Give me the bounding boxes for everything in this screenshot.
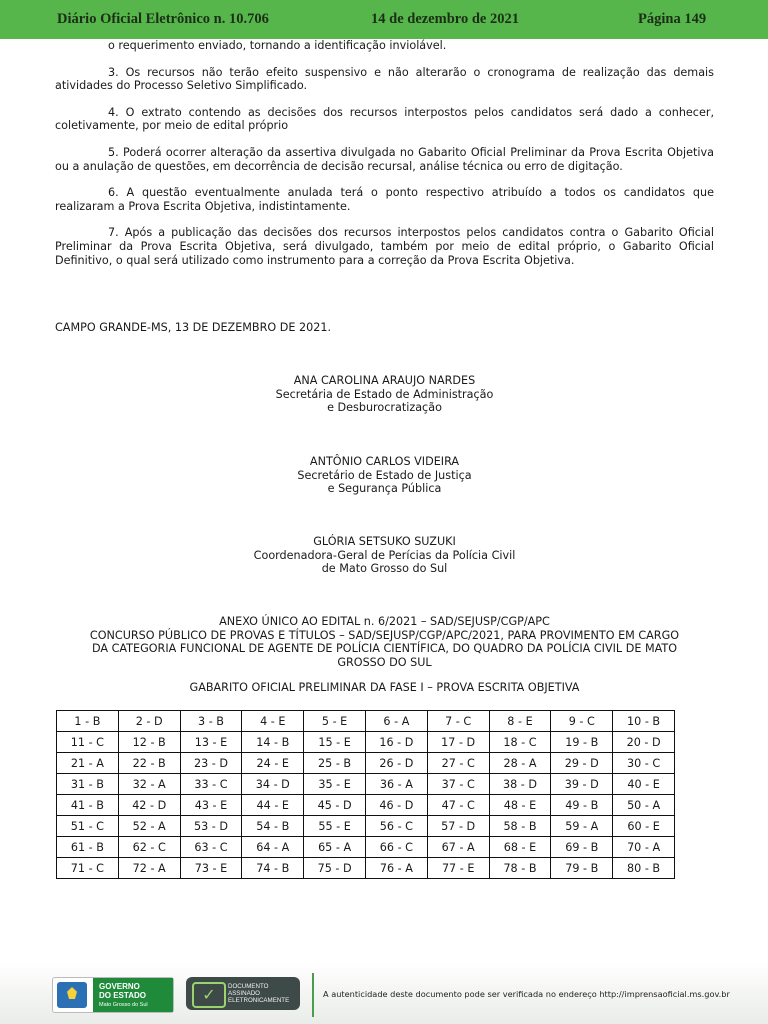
answer-cell: 35 - E	[304, 774, 366, 795]
answer-cell: 29 - D	[551, 753, 613, 774]
badge-line1: DOCUMENTO	[228, 983, 269, 990]
answer-cell: 57 - D	[427, 816, 489, 837]
answer-cell: 80 - B	[613, 858, 675, 879]
answer-cell: 40 - E	[613, 774, 675, 795]
government-label-box	[93, 978, 173, 1012]
paragraph-item-6: 6. A questão eventualmente anulada terá o ponto respectivo atribuído a todos os candidatos que realizaram a Prova Escrita Objetiva, indistintamente.	[55, 186, 714, 213]
publication-date: 14 de dezembro de 2021	[371, 11, 519, 27]
signed-document-badge	[186, 977, 300, 1010]
answer-cell: 16 - D	[365, 732, 427, 753]
place-and-date: CAMPO GRANDE-MS, 13 DE DEZEMBRO DE 2021.	[55, 321, 331, 334]
answer-cell: 37 - C	[427, 774, 489, 795]
paragraph-item-4: 4. O extrato contendo as decisões dos recursos interpostos pelos candidatos será dado a conhecer, coletivamente, por meio de edital próprio	[55, 105, 714, 133]
answer-cell: 14 - B	[242, 732, 304, 753]
annex-subtitle-line2: DA CATEGORIA FUNCIONAL DE AGENTE DE POLÍCIA CIENTÍFICA, DO QUADRO DA POLÍCIA CIVIL DE MATO	[91, 642, 678, 656]
gov-line1: GOVERNO	[99, 982, 140, 991]
answer-row	[57, 816, 675, 837]
answer-cell: 8 - E	[489, 711, 551, 732]
annex-heading	[55, 615, 714, 669]
signature-block-3	[55, 535, 714, 576]
signatory-role: Secretária de Estado de Administração	[275, 387, 494, 401]
answer-cell: 64 - A	[242, 837, 304, 858]
answer-cell: 12 - B	[118, 732, 180, 753]
signatory-role: Coordenadora-Geral de Perícias da Polícia Civil	[253, 548, 516, 562]
answer-cell: 18 - C	[489, 732, 551, 753]
answer-cell: 22 - B	[118, 753, 180, 774]
paragraph-item-3: 3. Os recursos não terão efeito suspensivo e não alterarão o cronograma de realização das demais atividades do Processo Seletivo Simplificado.	[55, 65, 714, 93]
answer-cell: 13 - E	[180, 732, 242, 753]
answer-cell: 33 - C	[180, 774, 242, 795]
signatory-role-cont: de Mato Grosso do Sul	[321, 562, 448, 576]
answer-cell: 23 - D	[180, 753, 242, 774]
signatory-role: Secretário de Estado de Justiça	[297, 468, 472, 482]
answer-cell: 26 - D	[365, 753, 427, 774]
answer-cell: 38 - D	[489, 774, 551, 795]
paragraph-continuation: o requerimento enviado, tornando a identificação inviolável.	[108, 39, 447, 52]
answer-key-table	[56, 710, 675, 879]
answer-cell: 15 - E	[304, 732, 366, 753]
answer-cell: 27 - C	[427, 753, 489, 774]
answer-cell: 7 - C	[427, 711, 489, 732]
answer-cell: 63 - C	[180, 837, 242, 858]
signatory-role-cont: e Segurança Pública	[327, 482, 442, 496]
answer-cell: 75 - D	[304, 858, 366, 879]
answer-cell: 17 - D	[427, 732, 489, 753]
answer-row	[57, 858, 675, 879]
answer-cell: 53 - D	[180, 816, 242, 837]
answer-cell: 76 - A	[365, 858, 427, 879]
answer-row	[57, 732, 675, 753]
answer-cell: 19 - B	[551, 732, 613, 753]
answer-cell: 78 - B	[489, 858, 551, 879]
answer-cell: 58 - B	[489, 816, 551, 837]
signatory-role-cont: e Desburocratização	[327, 401, 442, 415]
answer-cell: 60 - E	[613, 816, 675, 837]
answer-cell: 32 - A	[118, 774, 180, 795]
gov-line2: DO ESTADO	[99, 991, 146, 1000]
signature-block-1	[55, 374, 714, 415]
answer-cell: 24 - E	[242, 753, 304, 774]
answer-cell: 65 - A	[304, 837, 366, 858]
answer-cell: 71 - C	[57, 858, 119, 879]
paragraph-item-5: 5. Poderá ocorrer alteração da assertiva divulgada no Gabarito Oficial Preliminar da Prova Escrita Objetiva ou a anulação de questões, em decorrência de decisão recursal, análise técnica ou erro de digitação.	[55, 145, 714, 173]
answer-row	[57, 774, 675, 795]
answer-cell: 52 - A	[118, 816, 180, 837]
annex-title: ANEXO ÚNICO AO EDITAL n. 6/2021 – SAD/SEJUSP/CGP/APC	[219, 615, 550, 628]
answer-cell: 45 - D	[304, 795, 366, 816]
answer-cell: 4 - E	[242, 711, 304, 732]
answer-cell: 62 - C	[118, 837, 180, 858]
signature-block-2	[55, 455, 714, 496]
state-government-logo	[52, 977, 174, 1013]
answer-cell: 48 - E	[489, 795, 551, 816]
answer-cell: 2 - D	[118, 711, 180, 732]
answer-cell: 55 - E	[304, 816, 366, 837]
answer-cell: 47 - C	[427, 795, 489, 816]
answer-cell: 36 - A	[365, 774, 427, 795]
answer-cell: 10 - B	[613, 711, 675, 732]
answer-cell: 31 - B	[57, 774, 119, 795]
annex-subtitle-line1: CONCURSO PÚBLICO DE PROVAS E TÍTULOS – SAD/SEJUSP/CGP/APC/2021, PARA PROVIMENTO EM CARGO	[89, 628, 680, 642]
answer-cell: 11 - C	[57, 732, 119, 753]
answer-row	[57, 753, 675, 774]
answer-cell: 74 - B	[242, 858, 304, 879]
authenticity-notice: A autenticidade deste documento pode ser verificada no endereço http://imprensaoficial.ms.gov.br	[323, 989, 730, 999]
answer-cell: 20 - D	[613, 732, 675, 753]
answer-cell: 77 - E	[427, 858, 489, 879]
answer-cell: 61 - B	[57, 837, 119, 858]
journal-title: Diário Oficial Eletrônico n. 10.706	[57, 11, 269, 27]
answer-cell: 51 - C	[57, 816, 119, 837]
answer-cell: 66 - C	[365, 837, 427, 858]
signatory-name: ANTÔNIO CARLOS VIDEIRA	[309, 455, 460, 468]
gov-line3: Mato Grosso do Sul	[99, 1002, 148, 1008]
answer-cell: 25 - B	[304, 753, 366, 774]
signatory-name: ANA CAROLINA ARAUJO NARDES	[293, 374, 476, 387]
checkmark-icon: ✓	[192, 982, 226, 1008]
annex-subtitle-line3: GROSSO DO SUL	[337, 655, 432, 669]
answer-cell: 42 - D	[118, 795, 180, 816]
answer-cell: 59 - A	[551, 816, 613, 837]
answer-cell: 67 - A	[427, 837, 489, 858]
answer-cell: 46 - D	[365, 795, 427, 816]
answer-cell: 21 - A	[57, 753, 119, 774]
answer-row	[57, 711, 675, 732]
state-emblem-icon	[57, 982, 87, 1008]
answer-cell: 69 - B	[551, 837, 613, 858]
answer-cell: 41 - B	[57, 795, 119, 816]
badge-line2: ASSINADO	[228, 990, 260, 997]
answer-cell: 9 - C	[551, 711, 613, 732]
answer-cell: 28 - A	[489, 753, 551, 774]
answer-cell: 44 - E	[242, 795, 304, 816]
answer-cell: 43 - E	[180, 795, 242, 816]
footer-divider	[312, 973, 314, 1017]
answer-cell: 34 - D	[242, 774, 304, 795]
answer-cell: 49 - B	[551, 795, 613, 816]
answer-row	[57, 795, 675, 816]
answer-cell: 54 - B	[242, 816, 304, 837]
page-header	[0, 0, 768, 39]
gabarito-title: GABARITO OFICIAL PRELIMINAR DA FASE I – PROVA ESCRITA OBJETIVA	[189, 681, 580, 694]
body-text	[55, 39, 714, 280]
answer-cell: 39 - D	[551, 774, 613, 795]
answer-cell: 1 - B	[57, 711, 119, 732]
answer-cell: 30 - C	[613, 753, 675, 774]
answer-cell: 70 - A	[613, 837, 675, 858]
answer-cell: 73 - E	[180, 858, 242, 879]
answer-cell: 5 - E	[304, 711, 366, 732]
answer-cell: 6 - A	[365, 711, 427, 732]
paragraph-item-7: 7. Após a publicação das decisões dos recursos interpostos pelos candidatos contra o Gabarito Oficial Preliminar da Prova Escrita Objetiva, será divulgado, também por meio de edital próprio, o Gabarito Oficial Definitivo, o qual será utilizado como instrumento para a correção da Prova Escrita Objetiva.	[55, 226, 714, 267]
answer-cell: 79 - B	[551, 858, 613, 879]
answer-cell: 72 - A	[118, 858, 180, 879]
answer-cell: 3 - B	[180, 711, 242, 732]
badge-line3: ELETRONICAMENTE	[228, 997, 290, 1004]
page-number: Página 149	[638, 11, 707, 27]
answer-row	[57, 837, 675, 858]
signatory-name: GLÓRIA SETSUKO SUZUKI	[313, 535, 456, 548]
answer-cell: 50 - A	[613, 795, 675, 816]
answer-cell: 56 - C	[365, 816, 427, 837]
answer-cell: 68 - E	[489, 837, 551, 858]
